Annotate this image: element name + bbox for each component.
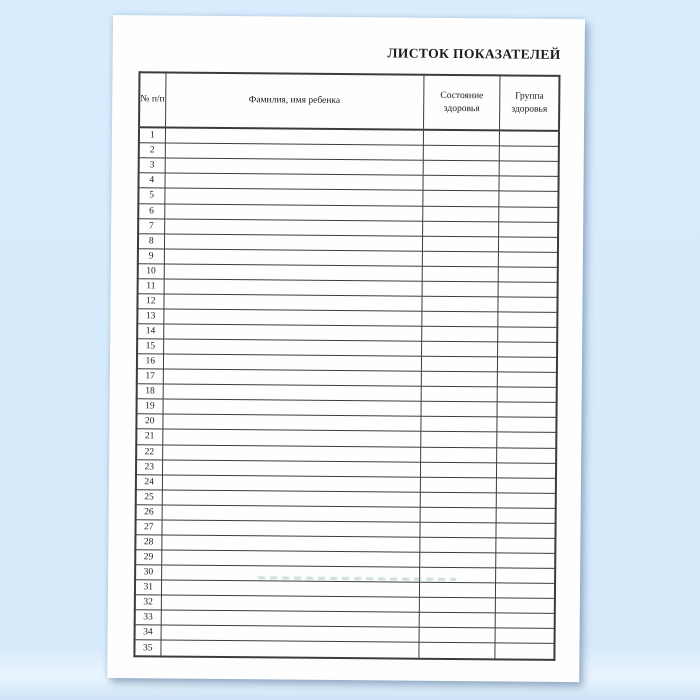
health-state-cell <box>422 221 499 237</box>
row-number-cell: 18 <box>137 384 163 399</box>
health-state-cell <box>423 161 500 177</box>
health-group-cell <box>498 327 557 343</box>
col-header-child-name: Фамилия, имя ребенка <box>165 72 424 129</box>
health-group-cell <box>497 477 556 493</box>
row-number-cell: 1 <box>139 127 165 143</box>
row-number-cell: 4 <box>138 173 164 188</box>
health-state-cell <box>421 386 498 402</box>
health-group-cell <box>500 130 559 146</box>
health-group-cell <box>497 432 556 448</box>
health-group-cell <box>496 568 555 584</box>
row-number-cell: 35 <box>134 640 160 656</box>
health-state-cell <box>420 462 497 478</box>
health-group-cell <box>498 342 557 358</box>
health-group-cell <box>497 462 556 478</box>
row-number-cell: 3 <box>139 158 165 173</box>
indicators-table <box>133 71 560 661</box>
health-group-cell <box>495 628 554 644</box>
health-group-cell <box>498 357 557 373</box>
row-number-cell: 32 <box>135 595 161 610</box>
health-state-cell <box>421 341 498 357</box>
row-number-cell: 16 <box>137 354 163 369</box>
health-state-cell <box>420 447 497 463</box>
health-group-cell <box>498 267 557 283</box>
health-state-cell <box>420 522 497 538</box>
row-number-cell: 6 <box>138 203 164 218</box>
row-number-cell: 20 <box>136 414 162 429</box>
health-state-cell <box>421 417 498 433</box>
health-group-cell <box>496 583 555 599</box>
health-state-cell <box>420 477 497 493</box>
health-state-cell <box>422 311 499 327</box>
row-number-cell: 14 <box>137 324 163 339</box>
row-number-cell: 28 <box>135 535 161 550</box>
row-number-cell: 26 <box>136 504 162 519</box>
health-state-cell <box>422 236 499 252</box>
row-number-cell: 23 <box>136 459 162 474</box>
row-number-cell: 12 <box>137 294 163 309</box>
health-state-cell <box>419 567 496 583</box>
health-state-cell <box>423 191 500 207</box>
health-group-cell <box>499 252 558 268</box>
health-group-cell <box>499 206 558 222</box>
health-group-cell <box>499 176 558 192</box>
header-row <box>139 72 559 131</box>
row-number-cell: 21 <box>136 429 162 444</box>
row-number-cell: 29 <box>135 550 161 565</box>
row-number-cell: 19 <box>137 399 163 414</box>
row-number-cell: 7 <box>138 218 164 233</box>
table-body <box>134 127 559 660</box>
row-number-cell: 33 <box>135 610 161 625</box>
health-group-cell <box>496 553 555 569</box>
page-title: ЛИСТОК ПОКАЗАТЕЛЕЙ <box>387 45 561 62</box>
health-state-cell <box>421 326 498 342</box>
row-number-cell: 17 <box>137 369 163 384</box>
health-state-cell <box>420 552 497 568</box>
health-state-cell <box>422 296 499 312</box>
health-state-cell <box>423 206 500 222</box>
document-page <box>107 15 585 682</box>
health-group-cell <box>496 523 555 539</box>
col-header-health-group: Группа здоровья <box>500 75 560 131</box>
row-number-cell: 8 <box>138 233 164 248</box>
row-number-cell: 13 <box>137 309 163 324</box>
health-group-cell <box>497 447 556 463</box>
health-state-cell <box>422 251 499 267</box>
row-number-cell: 27 <box>135 520 161 535</box>
health-group-cell <box>499 161 558 177</box>
health-group-cell <box>495 613 554 629</box>
health-state-cell <box>419 627 496 643</box>
health-state-cell <box>419 597 496 613</box>
health-state-cell <box>420 537 497 553</box>
health-state-cell <box>423 145 500 161</box>
row-number-cell: 9 <box>138 248 164 263</box>
health-group-cell <box>497 402 556 418</box>
row-number-cell: 10 <box>138 263 164 278</box>
health-group-cell <box>496 598 555 614</box>
health-group-cell <box>497 387 556 403</box>
table-row <box>134 640 554 660</box>
row-number-cell: 30 <box>135 565 161 580</box>
row-number-cell: 11 <box>138 279 164 294</box>
row-number-cell: 2 <box>139 143 165 158</box>
health-group-cell <box>498 372 557 388</box>
health-state-cell <box>422 281 499 297</box>
health-group-cell <box>498 312 557 328</box>
health-group-cell <box>495 643 554 660</box>
row-number-cell: 24 <box>136 474 162 489</box>
health-state-cell <box>423 130 500 146</box>
health-group-cell <box>499 237 558 253</box>
health-state-cell <box>420 492 497 508</box>
row-number-cell: 31 <box>135 580 161 595</box>
health-state-cell <box>419 582 496 598</box>
col-header-health-state: Состояние здоровья <box>423 75 500 131</box>
health-state-cell <box>421 432 498 448</box>
row-number-cell: 34 <box>135 625 161 640</box>
table-container <box>133 71 560 661</box>
health-group-cell <box>499 221 558 237</box>
row-number-cell: 15 <box>137 339 163 354</box>
health-state-cell <box>419 643 496 660</box>
health-group-cell <box>498 297 557 313</box>
col-header-number: № п/п <box>139 72 166 127</box>
child-name-cell <box>160 640 418 658</box>
health-group-cell <box>498 282 557 298</box>
row-number-cell: 25 <box>136 489 162 504</box>
health-group-cell <box>496 508 555 524</box>
health-state-cell <box>421 371 498 387</box>
health-state-cell <box>422 266 499 282</box>
health-state-cell <box>423 176 500 192</box>
health-state-cell <box>421 402 498 418</box>
health-group-cell <box>499 191 558 207</box>
health-group-cell <box>496 538 555 554</box>
health-group-cell <box>496 493 555 509</box>
health-group-cell <box>500 146 559 162</box>
row-number-cell: 5 <box>138 188 164 203</box>
health-state-cell <box>419 612 496 628</box>
health-group-cell <box>497 417 556 433</box>
row-number-cell: 22 <box>136 444 162 459</box>
health-state-cell <box>421 356 498 372</box>
health-state-cell <box>420 507 497 523</box>
